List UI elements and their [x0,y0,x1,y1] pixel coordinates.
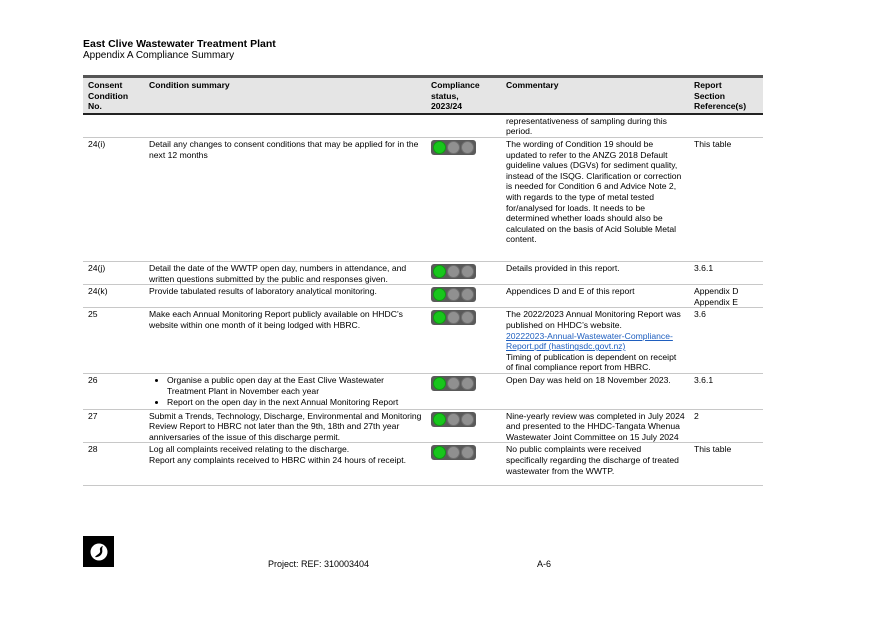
grey-light-icon [461,377,474,390]
condition-number: 24(i) [83,137,144,261]
traffic-light-indicator [431,264,476,279]
table-row [83,409,763,443]
condition-summary: Provide tabulated results of laboratory analytical monitoring. [144,285,426,308]
table-row [83,261,763,284]
condition-number: 26 [83,373,144,409]
column-header-commentary: Commentary [501,77,689,114]
green-light-icon [433,265,446,278]
compliance-status [426,409,501,443]
grey-light-icon [447,265,460,278]
traffic-light-indicator [431,412,476,427]
grey-light-icon [461,311,474,324]
green-light-icon [433,288,446,301]
condition-summary: Submit a Trends, Technology, Discharge, Environmental and Monitoring Review Report to HBRC not later than the 9th, 18th and 27th year anniversaries of the issue of this discharge permit. [144,409,426,443]
grey-light-icon [447,377,460,390]
grey-light-icon [447,311,460,324]
condition-number: 25 [83,308,144,374]
green-light-icon [433,413,446,426]
green-light-icon [433,446,446,459]
compliance-status [426,373,501,409]
table-row [83,373,763,409]
traffic-light-indicator [431,445,476,460]
compliance-status [426,443,501,486]
grey-light-icon [461,288,474,301]
condition-summary: Detail any changes to consent conditions that may be applied for in the next 12 months [144,137,426,261]
table-header-row [83,77,763,114]
traffic-light-indicator [431,140,476,155]
report-reference: 3.6.1 [689,261,763,284]
column-header-condition-summary: Condition summary [144,77,426,114]
compliance-status [426,137,501,261]
table-row [83,137,763,261]
list-item: • Report on the open day in the next Annual Monitoring Report [167,397,422,408]
condition-number: 27 [83,409,144,443]
column-header-compliance-status: Compliance status, 2023/24 [426,77,501,114]
grey-light-icon [447,141,460,154]
column-header-report-section: Report Section Reference(s) [689,77,763,114]
report-reference: 2 [689,409,763,443]
commentary-cell: No public complaints were received specifically regarding the discharge of treated wastewater from the WWTP. [501,443,689,486]
grey-light-icon [461,265,474,278]
grey-light-icon [447,413,460,426]
commentary-cell: The wording of Condition 19 should be updated to refer to the ANZG 2018 Default guideline values (DGVs) for sediment quality, instead of the ISQG. Clarification or correction is needed for Condition 6 and Advice Note 2, with regards to the type of metal tested for/analysed for loads. It needs to be determined whether loads should also be calculated on the basis of Acid Soluble Metal content. [501,137,689,261]
compliance-status [426,285,501,308]
commentary-cell: Appendices D and E of this report [501,285,689,308]
grey-light-icon [447,446,460,459]
traffic-light-indicator [431,376,476,391]
table-row [83,443,763,486]
report-reference: Appendix D Appendix E [689,285,763,308]
compliance-table [83,75,763,486]
commentary-cell: The 2022/2023 Annual Monitoring Report was published on HHDC’s website. 20222023-Annual-Wastewater-Compliance-Report.pdf (hastingsdc.govt.nz) Timing of publication is dependent on receipt of final compliance report from HBRC. [501,308,689,374]
condition-number: 28 [83,443,144,486]
traffic-light-indicator [431,287,476,302]
condition-summary [144,373,426,409]
condition-summary: Detail the date of the WWTP open day, numbers in attendance, and written questions submitted by the public and responses given. [144,261,426,284]
table-row [83,308,763,374]
footer-page-number: A-6 [537,559,552,569]
report-reference: This table [689,137,763,261]
document-title: East Clive Wastewater Treatment Plant [83,38,276,50]
grey-light-icon [461,446,474,459]
green-light-icon [433,141,446,154]
commentary-cell: Open Day was held on 18 November 2023. [501,373,689,409]
document-subtitle: Appendix A Compliance Summary [83,50,235,61]
grey-light-icon [447,288,460,301]
stantec-logo-icon [83,536,114,567]
condition-bullets [149,375,422,408]
table-row [83,285,763,308]
report-reference: 3.6 [689,308,763,374]
table-row-continuation [83,114,763,138]
grey-light-icon [461,413,474,426]
report-reference: 3.6.1 [689,373,763,409]
commentary-cell: representativeness of sampling during this period. [501,114,689,138]
green-light-icon [433,377,446,390]
condition-summary: Make each Annual Monitoring Report publicly available on HHDC’s website within one month of it being lodged with HBRC. [144,308,426,374]
list-item: • Organise a public open day at the East Clive Wastewater Treatment Plant in November each year [167,375,422,396]
condition-summary: Log all complaints received relating to the discharge. Report any complaints received to HBRC within 24 hours of receipt. [144,443,426,486]
report-pdf-link[interactable]: 20222023-Annual-Wastewater-Compliance-Report.pdf (hastingsdc.govt.nz) [506,330,673,352]
commentary-cell: Details provided in this report. [501,261,689,284]
traffic-light-indicator [431,310,476,325]
compliance-status [426,308,501,374]
commentary-cell: Nine-yearly review was completed in July 2024 and presented to the HHDC-Tangata Whenua Wastewater Joint Committee on 15 July 2024 [501,409,689,443]
report-reference: This table [689,443,763,486]
green-light-icon [433,311,446,324]
condition-number: 24(k) [83,285,144,308]
column-header-condition-no: Consent Condition No. [83,77,144,114]
footer-project-reference: Project: REF: 310003404 [268,559,370,569]
grey-light-icon [461,141,474,154]
condition-number: 24(j) [83,261,144,284]
compliance-status [426,261,501,284]
